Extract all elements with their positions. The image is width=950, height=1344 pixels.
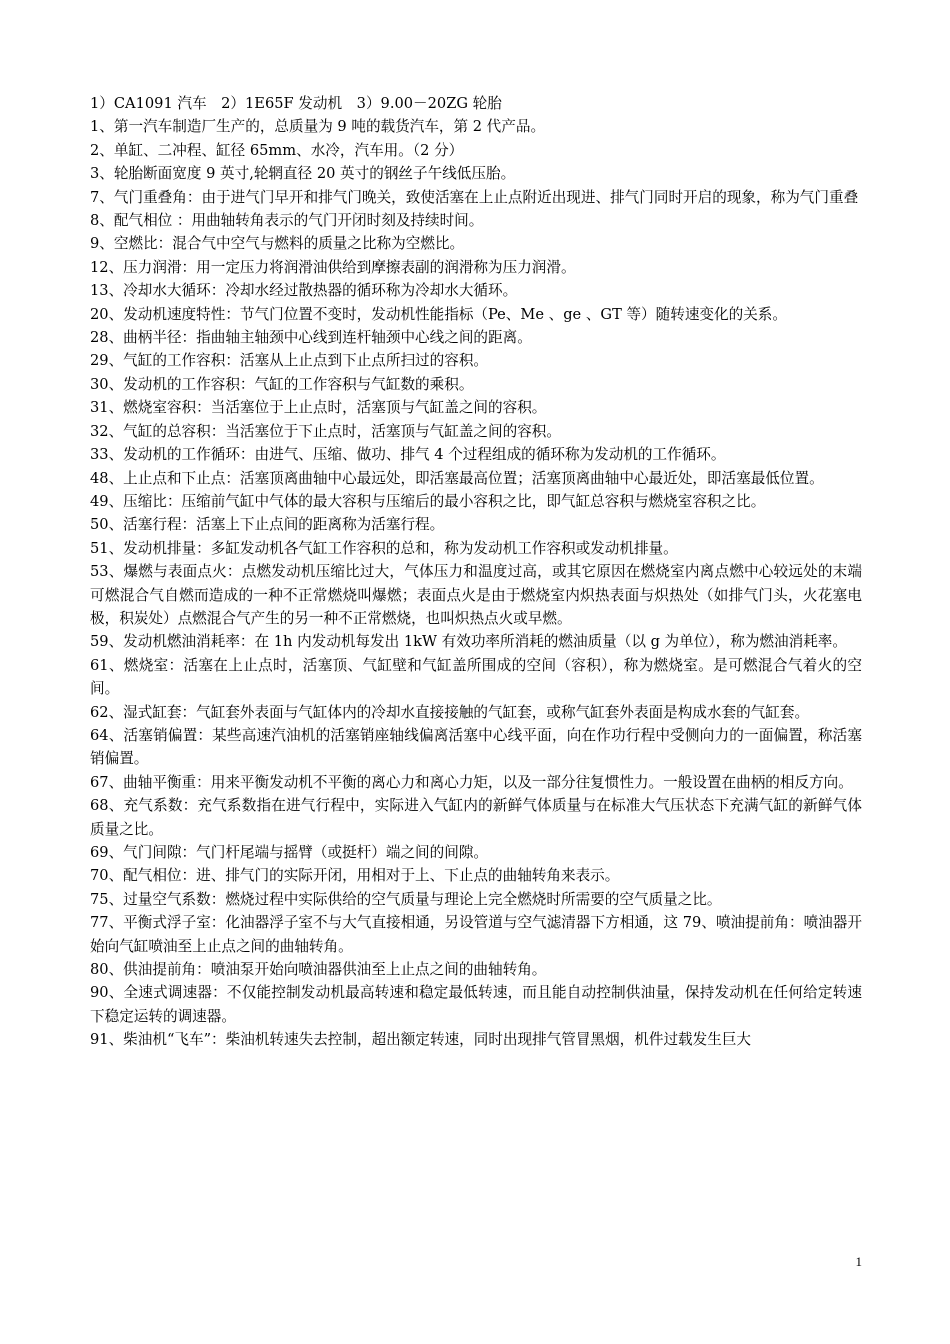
definition-paragraph: 13、冷却水大循环：冷却水经过散热器的循环称为冷却水大循环。 (90, 282, 518, 300)
definition-paragraph: 8、配气相位 ：用曲轴转角表示的气门开闭时刻及持续时间。 (90, 212, 484, 230)
definition-paragraph: 80、供油提前角：喷油泵开始向喷油器供油至上止点之间的曲轴转角。 (90, 961, 547, 979)
definition-paragraph: 51、发动机排量：多缸发动机各气缸工作容积的总和，称为发动机工作容积或发动机排量。 (90, 539, 678, 557)
definition-paragraph: 62、湿式缸套：气缸套外表面与气缸体内的冷却水直接接触的气缸套，或称气缸套外表面是构成水套的气缸套。 (90, 703, 810, 721)
definition-paragraph: 31、燃烧室容积：当活塞位于上止点时，活塞顶与气缸盖之间的容积。 (90, 399, 547, 417)
definition-paragraph: 20、发动机速度特性：节气门位置不变时，发动机性能指标（Pe、Me 、ge 、GT 等）随转速变化的关系。 (90, 305, 787, 323)
definition-paragraph: 77、平衡式浮子室：化油器浮子室不与大气直接相通，另设管道与空气滤清器下方相通，这 79、喷油提前角：喷油器开始向气缸喷油至上止点之间的曲轴转角。 (90, 914, 862, 955)
definition-paragraph: 33、发动机的工作循环：由进气、压缩、做功、排气 4 个过程组成的循环称为发动机的工作循环。 (90, 446, 726, 464)
definition-paragraph: 69、气门间隙：气门杆尾端与摇臂（或挺杆）端之间的间隙。 (90, 844, 489, 861)
definition-paragraph: 30、发动机的工作容积：气缸的工作容积与气缸数的乘积。 (90, 375, 474, 393)
definition-paragraph: 64、活塞销偏置：某些高速汽油机的活塞销座轴线偏离活塞中心线平面，向在作功行程中受侧向力的一面偏置，称活塞销偏置。 (90, 726, 862, 768)
definition-paragraph: 9、空燃比：混合气中空气与燃料的质量之比称为空燃比。 (90, 235, 465, 253)
definition-paragraph: 3、轮胎断面宽度 9 英寸,轮辋直径 20 英寸的钢丝子午线低压胎。 (90, 165, 516, 183)
definition-paragraph: 2、单缸、二冲程、缸径 65mm、水冷，汽车用。（2 分） (90, 141, 464, 159)
definition-paragraph: 50、活塞行程：活塞上下止点间的距离称为活塞行程。 (90, 516, 445, 534)
definition-paragraph: 61、燃烧室：活塞在上止点时，活塞顶、气缸壁和气缸盖所围成的空间（容积），称为燃烧室。是可燃混合气着火的空间。 (90, 656, 862, 698)
definition-paragraph: 1）CA1091 汽车 2）1E65F 发动机 3）9.00－20ZG 轮胎 (90, 95, 502, 112)
definition-paragraph: 67、曲轴平衡重：用来平衡发动机不平衡的离心力和离心力矩，以及一部分往复惯性力。一般设置在曲柄的相反方向。 (90, 773, 853, 791)
definition-paragraph: 68、充气系数：充气系数指在进气行程中，实际进入气缸内的新鲜气体质量与在标准大气压状态下充满气缸的新鲜气体质量之比。 (90, 797, 862, 838)
definition-paragraph: 32、气缸的总容积：当活塞位于下止点时，活塞顶与气缸盖之间的容积。 (90, 422, 561, 440)
definition-paragraph: 90、全速式调速器：不仅能控制发动机最高转速和稳定最低转速，而且能自动控制供油量，保持发动机在任何给定转速下稳定运转的调速器。 (90, 984, 862, 1025)
definition-paragraph: 49、压缩比：压缩前气缸中气体的最大容积与压缩后的最小容积之比，即气缸总容积与燃烧室容积之比。 (90, 492, 766, 510)
definition-paragraph: 29、气缸的工作容积：活塞从上止点到下止点所扫过的容积。 (90, 352, 489, 370)
definition-paragraph: 12、压力润滑：用一定压力将润滑油供给到摩擦表副的润滑称为压力润滑。 (90, 258, 576, 276)
definition-paragraph: 7、气门重叠角：由于进气门早开和排气门晚关，致使活塞在上止点附近出现进、排气门同时开启的现象，称为气门重叠 (90, 188, 859, 206)
page-number: 1 (855, 1254, 862, 1269)
document-body (90, 92, 862, 1052)
definition-paragraph: 70、配气相位：进、排气门的实际开闭，用相对于上、下止点的曲轴转角来表示。 (90, 867, 620, 885)
definition-paragraph: 59、发动机燃油消耗率：在 1h 内发动机每发出 1kW 有效功率所消耗的燃油质量（以 g 为单位），称为燃油消耗率。 (90, 633, 847, 651)
definition-paragraph: 91、柴油机“飞车”：柴油机转速失去控制，超出额定转速，同时出现排气管冒黑烟，机件过载发生巨大 (90, 1031, 752, 1049)
definition-paragraph: 53、爆燃与表面点火：点燃发动机压缩比过大，气体压力和温度过高，或其它原因在燃烧室内离点燃中心较远处的末端可燃混合气自燃而造成的一种不正常燃烧叫爆燃；表面点火是由于燃烧室内炽热表面与炽热处（如排气门头，火花塞电极，积炭处）点燃混合气产生的另一种不正常燃烧，也叫炽热点火或早燃。 (90, 563, 862, 627)
definition-paragraph: 1、第一汽车制造厂生产的，总质量为 9 吨的载货汽车，第 2 代产品。 (90, 118, 546, 136)
definition-paragraph: 75、过量空气系数：燃烧过程中实际供给的空气质量与理论上完全燃烧时所需要的空气质量之比。 (90, 890, 722, 908)
definition-paragraph: 48、上止点和下止点：活塞顶离曲轴中心最远处，即活塞最高位置；活塞顶离曲轴中心最近处，即活塞最低位置。 (90, 469, 824, 487)
definition-paragraph: 28、曲柄半径：指曲轴主轴颈中心线到连杆轴颈中心线之间的距离。 (90, 329, 532, 347)
